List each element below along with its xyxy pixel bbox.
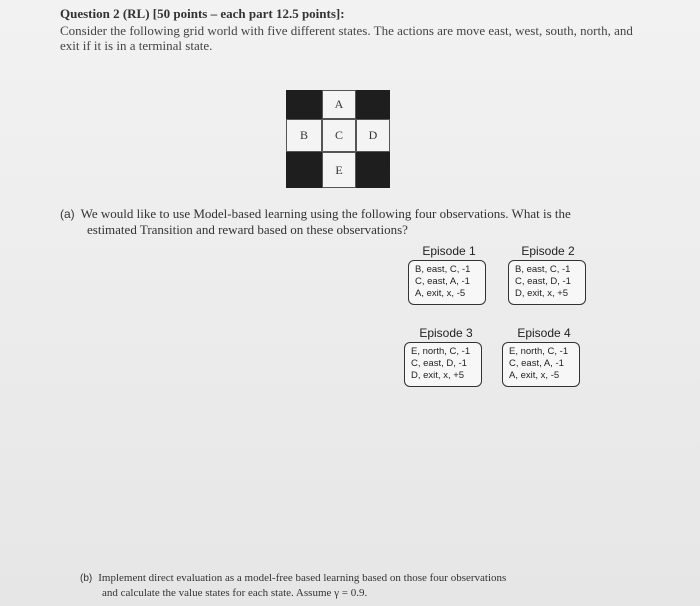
episode-1-title: Episode 1 xyxy=(422,244,476,258)
episode-2-step: B, east, C, -1 xyxy=(515,264,571,275)
episode-4-title: Episode 4 xyxy=(517,326,571,340)
episode-1-box xyxy=(408,260,486,305)
part-b-label: (b) xyxy=(80,573,93,584)
episode-1-step: A, exit, x, -5 xyxy=(415,288,466,299)
part-b-question xyxy=(80,571,670,600)
episode-3-step: C, east, D, -1 xyxy=(411,358,467,369)
grid-state-c: C xyxy=(322,119,356,152)
episode-2-step: D, exit, x, +5 xyxy=(515,288,569,299)
part-b-line2: and calculate the value states for each state. Assume γ = 0.9. xyxy=(102,587,368,599)
question-title: Question 2 (RL) [50 points – each part 12.5 points]: xyxy=(60,6,345,21)
episode-4-box xyxy=(502,342,580,387)
episode-1-step: C, east, A, -1 xyxy=(415,276,470,287)
episode-3-step: E, north, C, -1 xyxy=(411,346,471,357)
question-intro: Consider the following grid world with five different states. The actions are move east, west, south, north, and exit if it is in a terminal state. xyxy=(60,23,633,53)
part-a-question xyxy=(60,206,650,237)
episode-3-step: D, exit, x, +5 xyxy=(411,370,465,381)
part-a-label: (a) xyxy=(60,207,75,221)
grid-world xyxy=(286,90,390,188)
episode-4-step: C, east, A, -1 xyxy=(509,358,564,369)
grid-state-d: D xyxy=(356,119,390,152)
part-a-line2: estimated Transition and reward based on these observations? xyxy=(87,222,408,237)
part-a-line1: We would like to use Model-based learning using the following four observations. What is the xyxy=(80,206,571,221)
episode-3-title: Episode 3 xyxy=(419,326,473,340)
episode-2-step: C, east, D, -1 xyxy=(515,276,571,287)
grid-blocked-cell xyxy=(286,90,322,119)
episode-2-box xyxy=(508,260,586,305)
episode-3-box xyxy=(404,342,482,387)
grid-blocked-cell xyxy=(286,152,322,188)
grid-state-b: B xyxy=(286,119,322,152)
grid-blocked-cell xyxy=(356,90,390,119)
grid-state-e: E xyxy=(322,152,356,188)
episode-1-step: B, east, C, -1 xyxy=(415,264,471,275)
episode-4-step: A, exit, x, -5 xyxy=(509,370,560,381)
episode-4-step: E, north, C, -1 xyxy=(509,346,569,357)
grid-state-a: A xyxy=(322,90,356,119)
episode-2-title: Episode 2 xyxy=(521,244,575,258)
part-b-line1: Implement direct evaluation as a model-free based learning based on those four observations xyxy=(98,572,507,584)
grid-blocked-cell xyxy=(356,152,390,188)
